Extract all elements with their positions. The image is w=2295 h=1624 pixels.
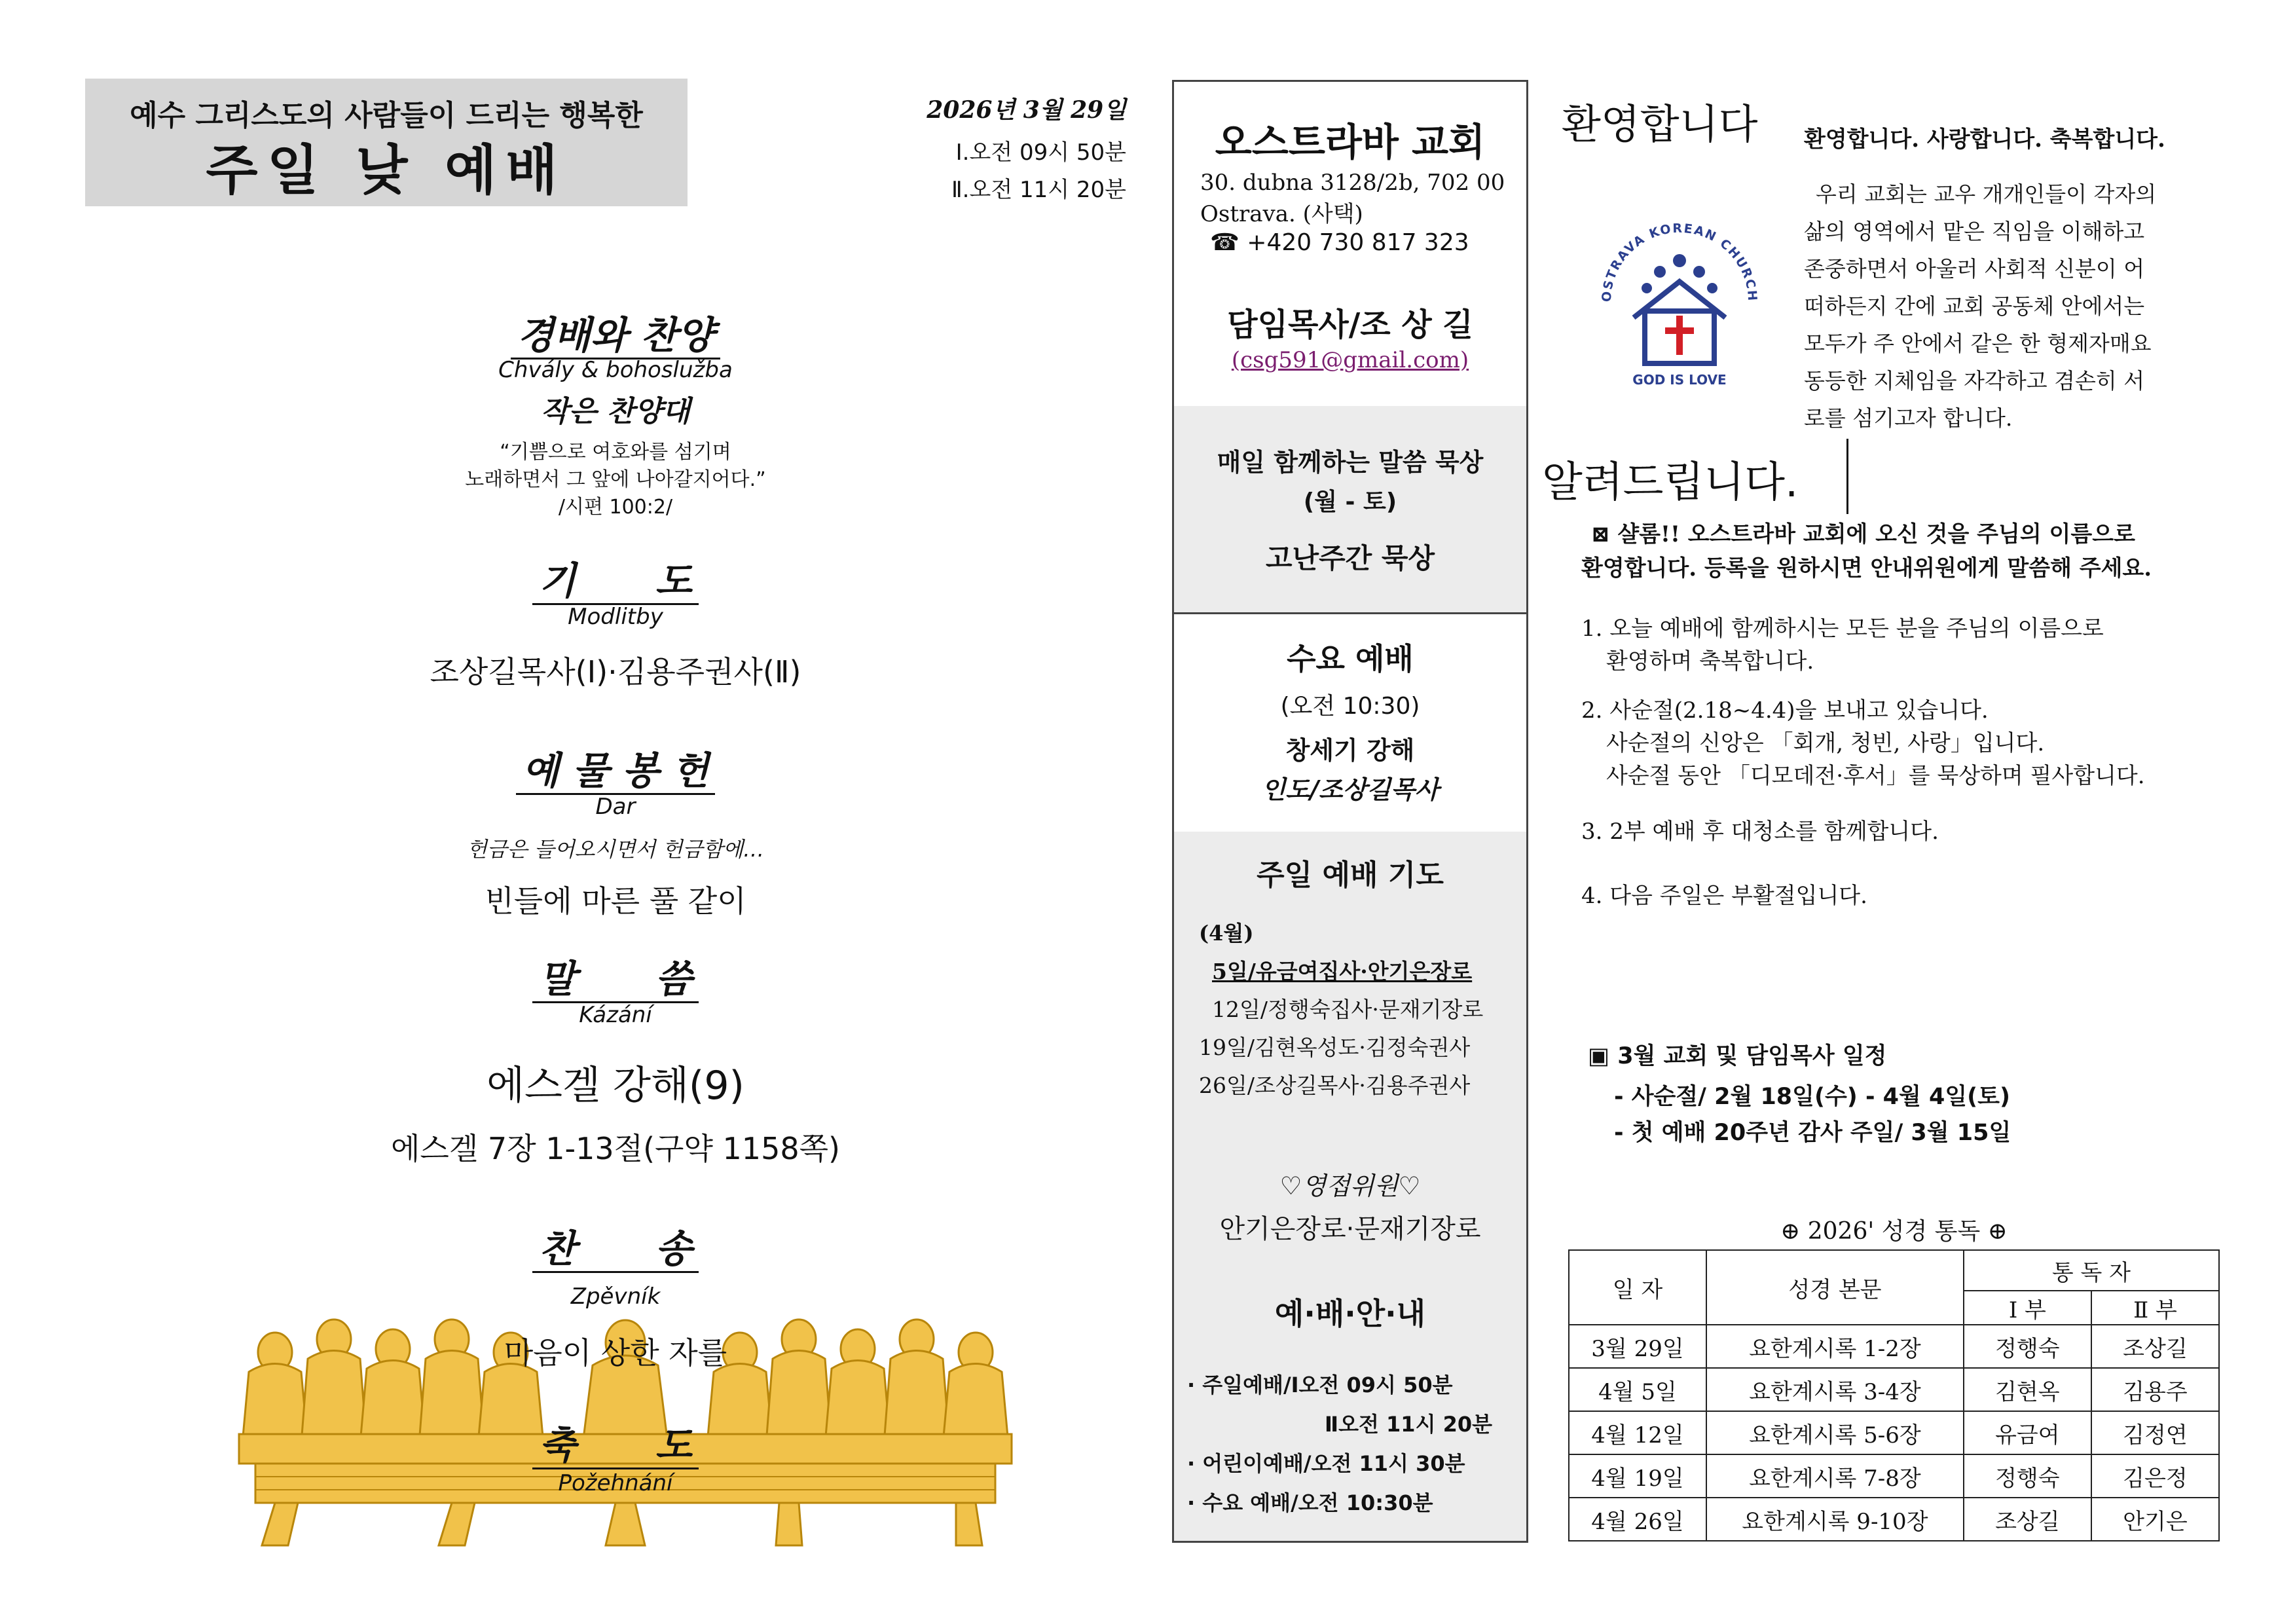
bulletin-date: 2026년 3월 29일 <box>927 96 1126 124</box>
notices-list <box>1581 612 2223 912</box>
table-row: 4월 5일 요한계시록 3-4장 김현옥 김용주 <box>1569 1368 2219 1411</box>
church-info-column <box>1172 80 1528 1543</box>
table-row: 3월 29일 요한계시록 1-2장 정행숙 조상길 <box>1569 1325 2219 1368</box>
wednesday-leader: 인도/조상길목사 <box>1261 775 1439 804</box>
offering-note: 헌금은 들어오시면서 헌금함에… <box>466 837 765 862</box>
wednesday-title: 수요 예배 <box>1287 641 1414 676</box>
ushers-names: 안기은장로·문재기장로 <box>1219 1214 1481 1244</box>
service-time-2: Ⅱ.오전 11시 20분 <box>951 177 1126 203</box>
sermon-scripture: 에스겔 7장 1-13절(구약 1158쪽) <box>391 1131 840 1166</box>
sunday-prayer-title: 주일 예배 기도 <box>1257 858 1444 892</box>
notices-heading: 알려드립니다. <box>1542 458 1799 507</box>
praise-leader: 작은 찬양대 <box>541 395 690 428</box>
schedule-list <box>1614 1079 2011 1151</box>
header-date: 일 자 <box>1569 1250 1706 1325</box>
list-item: 5일/유금여집사·안기은장로 <box>1212 959 1473 984</box>
church-address: 30. dubna 3128/2b, 702 00 Ostrava. (사택) <box>1200 170 1505 227</box>
welcome-tagline: 환영합니다. 사랑합니다. 축복합니다. <box>1804 126 2165 153</box>
ushers-title: ♡영접위원♡ <box>1279 1172 1421 1200</box>
divider <box>1846 439 1848 514</box>
service-guide-title: 예·배·안·내 <box>1274 1296 1426 1331</box>
sunday-prayer-month: (4월) <box>1199 921 1254 946</box>
list-item: 2. 사순절(2.18~4.4)을 보내고 있습니다. 사순절의 신앙은 「회개, 청빈, 사랑」입니다. 사순절 동안 「디모데전·후서」를 묵상하며 필사합니다. <box>1581 697 2145 789</box>
wednesday-panel <box>1174 612 1526 834</box>
wednesday-time: (오전 10:30) <box>1280 693 1420 720</box>
table-row: 4월 12일 요한계시록 5-6장 유금여 김정연 <box>1569 1411 2219 1454</box>
welcome-heading: 환영합니다 <box>1562 100 1758 148</box>
praise-heading: 경배와 찬양 <box>321 304 910 360</box>
hymn-heading: 찬 송 <box>321 1218 910 1273</box>
offering-czech: Dar <box>595 794 636 820</box>
meditation-title: 매일 함께하는 말씀 묵상 <box>1217 448 1484 477</box>
logo-circle-text: OSTRAVA KOREAN CHURCH <box>1599 221 1760 303</box>
prayer-heading: 기 도 <box>321 550 910 605</box>
offering-hymn: 빈들에 마른 풀 같이 <box>485 883 746 919</box>
welcome-body: 우리 교회는 교우 개개인들이 각자의 삶의 영역에서 맡은 직임을 이해하고 존중하면서 아울러 사회적 신분이 어 떠하든지 간에 교회 공동체 안에서는 모두가 주 안에서 같은 한 형제자매요 동등한 지체임을 자각하고 겸손히 서 로를 섬기고자 합니다. <box>1804 181 2157 431</box>
service-time-1: Ⅰ.오전 09시 50분 <box>955 139 1126 166</box>
daily-meditation-panel <box>1174 406 1526 614</box>
table-row: 4월 19일 요한계시록 7-8장 정행숙 김은정 <box>1569 1454 2219 1498</box>
list-item: 19일/김현옥성도·김정숙권사 <box>1199 1035 1471 1060</box>
prayer-czech: Modlitby <box>568 604 663 630</box>
logo-motto: GOD IS LOVE <box>1632 372 1727 388</box>
list-item: 3. 2부 예배 후 대청소를 함께합니다. <box>1581 819 1939 845</box>
praise-czech: Chvály & bohoslužba <box>498 357 733 383</box>
notices-intro: ⊠ 샬롬!! 오스트라바 교회에 오신 것을 주님의 이름으로 환영합니다. 등록을 원하시면 안내위원에게 말씀해 주세요. <box>1581 521 2152 581</box>
sermon-czech: Kázání <box>579 1002 652 1028</box>
list-item: 26일/조상길목사·김용주권사 <box>1199 1073 1471 1098</box>
list-item: · 주일예배/Ⅰ오전 09시 50분 <box>1187 1373 1453 1397</box>
list-item: · 수요 예배/오전 10:30분 <box>1187 1490 1433 1515</box>
pastor-email[interactable]: (csg591@gmail.com) <box>1231 347 1469 373</box>
list-item: 4. 다음 주일은 부활절입니다. <box>1581 883 1867 909</box>
hymn-title: 마음이 상한 자를 <box>504 1335 727 1371</box>
header-readers: 통 독 자 <box>1964 1250 2219 1291</box>
bible-reading-table <box>1568 1249 2220 1541</box>
schedule-title: ▣ 3월 교회 및 담임목사 일정 <box>1588 1043 1887 1069</box>
bulletin-subtitle: 예수 그리스도의 사람들이 드리는 행복한 <box>130 99 643 132</box>
bulletin-title: 주일 낮 예배 <box>206 139 567 202</box>
table-row: 4월 26일 요한계시록 9-10장 조상길 안기은 <box>1569 1498 2219 1541</box>
pastor-name: 담임목사/조 상 길 <box>1227 306 1473 343</box>
list-item: 12일/정행숙집사·문재기장로 <box>1212 997 1484 1022</box>
hymn-czech: Zpěvník <box>570 1283 661 1310</box>
offering-heading: 예 물 봉 헌 <box>321 740 910 795</box>
sunday-prayer-list <box>1199 953 1520 1105</box>
meditation-theme: 고난주간 묵상 <box>1265 542 1435 574</box>
header-part2: Ⅱ 부 <box>2091 1291 2219 1325</box>
church-logo <box>1591 203 1768 393</box>
meditation-days: (월 - 토) <box>1303 489 1397 515</box>
header-text: 성경 본문 <box>1706 1250 1964 1325</box>
list-item: · 어린이예배/오전 11시 30분 <box>1187 1451 1465 1476</box>
benediction-heading: 축 도 <box>321 1414 910 1469</box>
list-item: Ⅱ오전 11시 20분 <box>1325 1412 1493 1437</box>
service-guide-panel <box>1174 1267 1526 1541</box>
benediction-czech: Požehnání <box>558 1470 673 1496</box>
church-name: 오스트라바 교회 <box>1215 120 1486 164</box>
church-phone: ☎ +420 730 817 323 <box>1210 229 1469 256</box>
service-guide-list <box>1187 1365 1521 1522</box>
prayer-leaders: 조상길목사(Ⅰ)·김용주권사(Ⅱ) <box>430 654 801 690</box>
sunday-prayer-panel <box>1174 832 1526 1269</box>
list-item: - 첫 예배 20주년 감사 주일/ 3월 15일 <box>1614 1120 2011 1146</box>
bible-reading-title: ⊕ 2026' 성경 통독 ⊕ <box>1780 1218 2008 1245</box>
list-item: - 사순절/ 2월 18일(수) - 4월 4일(토) <box>1614 1084 2010 1110</box>
wednesday-study: 창세기 강해 <box>1285 736 1415 765</box>
header-part1: Ⅰ 부 <box>1964 1291 2091 1325</box>
praise-verse: “기쁨으로 여호와를 섬기며 노래하면서 그 앞에 나아갈지어다.” /시편 100:2/ <box>465 441 766 519</box>
sermon-title: 에스겔 강해(9) <box>487 1063 744 1109</box>
list-item: 1. 오늘 예배에 함께하시는 모든 분을 주님의 이름으로 환영하며 축복합니다. <box>1581 616 2104 674</box>
church-panel <box>1174 82 1526 408</box>
sermon-heading: 말 씀 <box>321 948 910 1003</box>
